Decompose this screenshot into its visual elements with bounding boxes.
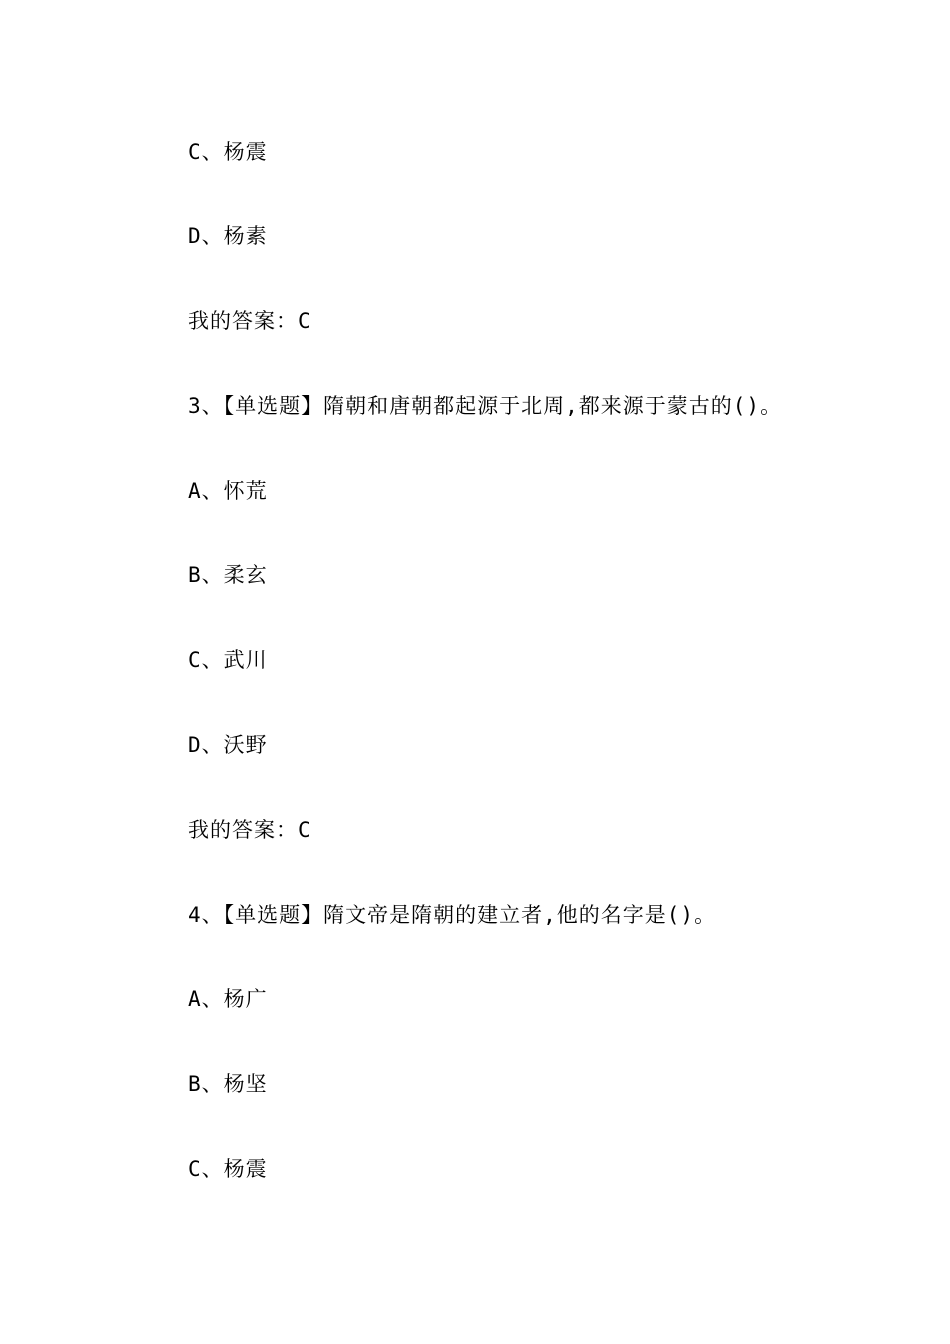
- option-c-q3: C、武川: [188, 648, 268, 672]
- question-3: 3、【单选题】隋朝和唐朝都起源于北周,都来源于蒙古的()。: [188, 394, 783, 418]
- option-a-q4: A、杨广: [188, 987, 268, 1011]
- option-c-q2: C、杨震: [188, 140, 268, 164]
- option-d-q3: D、沃野: [188, 733, 268, 757]
- option-d-q2: D、杨素: [188, 224, 268, 248]
- my-answer-q3: 我的答案：C: [188, 818, 312, 842]
- option-b-q4: B、杨坚: [188, 1072, 268, 1096]
- question-4: 4、【单选题】隋文帝是隋朝的建立者,他的名字是()。: [188, 903, 717, 927]
- my-answer-q2: 我的答案：C: [188, 309, 312, 333]
- option-a-q3: A、怀荒: [188, 479, 268, 503]
- option-c-q4: C、杨震: [188, 1157, 268, 1181]
- option-b-q3: B、柔玄: [188, 563, 268, 587]
